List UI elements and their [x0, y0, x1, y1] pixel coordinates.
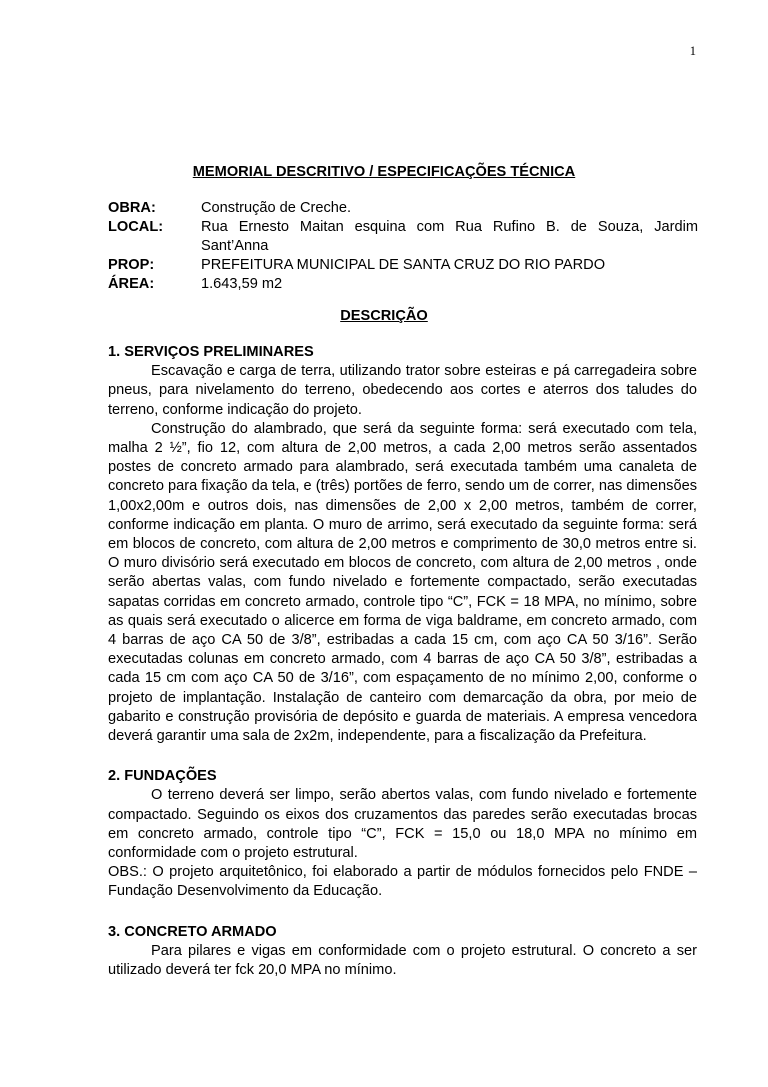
section-title: 2. FUNDAÇÕES: [108, 768, 217, 785]
page-number: 1: [689, 44, 696, 58]
meta-row-prop: [108, 256, 698, 275]
section-title: 1. SERVIÇOS PRELIMINARES: [108, 344, 314, 360]
meta-value: PREFEITURA MUNICIPAL DE SANTA CRUZ DO RIO PARDO: [201, 257, 606, 273]
section-concreto-armado: [108, 923, 697, 981]
meta-value: Construção de Creche.: [201, 200, 352, 216]
meta-label: OBRA:: [108, 200, 156, 216]
meta-label: LOCAL:: [108, 219, 164, 235]
document-body: [108, 343, 697, 1001]
document-title: MEMORIAL DESCRITIVO / ESPECIFICAÇÕES TÉCNICA: [192, 164, 576, 180]
meta-value: Rua Ernesto Maitan esquina com Rua Rufino B. de Souza, Jardim Sant’Anna: [201, 219, 698, 254]
section-title: 3. CONCRETO ARMADO: [108, 923, 277, 940]
paragraph: OBS.: O projeto arquitetônico, foi elaborado a partir de módulos fornecidos pelo FNDE – Fundação Desenvolvimento da Educação.: [108, 864, 697, 900]
paragraph: Escavação e carga de terra, utilizando trator sobre esteiras e pá carregadeira sobre pneus, para nivelamento do terreno, obedecendo aos cortes e aterros dos taludes do terreno, conforme indicação do projeto.: [108, 363, 697, 418]
meta-label: PROP:: [108, 257, 155, 273]
meta-row-local: [108, 218, 698, 256]
section-servicos-preliminares: [108, 343, 697, 746]
paragraph: Construção do alambrado, que será da seguinte forma: será executado com tela, malha 2 ½”, fio 12, com altura de 2,00 metros, a cada 2,00 metros serão assentados postes de concreto armado para alambrado, será executada também uma canaleta de concreto para fixação da tela, e (três) portões de ferro, sendo um de correr, nas dimensões 1,00x2,00m e outros dois, nas dimensões de 2,00 x 2,00 metros, também de correr, conforme indicação em planta. O muro de arrimo, será executado da seguinte forma: será em blocos de concreto, com altura de 2,00 metros e comprimento de 30,0 metros entre si. O muro divisório será executado em blocos de concreto, com altura de 2,00 metros , onde serão abertas valas, com fundo nivelado e fortemente compactado, serão executadas sapatas corridas em concreto armado, controle tipo “C”, FCK = 18 MPA, no mínimo, sobre as quais será executado o alicerce em forma de viga baldrame, em concreto armado, com 4 barras de aço CA 50 de 3/8”, estribadas a cada 15 cm, com aço CA 50 3/16”. Serão executadas colunas em concreto armado, com 4 barras de aço CA 50 3/8”, estribadas a cada 15 cm com aço CA 50 de 3/16”, com espaçamento de no mínimo 2,00, conforme o projeto de implantação. Instalação de canteiro com demarcação da obra, por meio de gabarito e construção provisória de depósito e guarda de materiais. A empresa vencedora deverá garantir uma sala de 2x2m, independente, para a fiscalização da Prefeitura.: [108, 420, 697, 745]
meta-row-obra: [108, 199, 698, 218]
paragraph: O terreno deverá ser limpo, serão abertos valas, com fundo nivelado e fortemente compactado. Seguindo os eixos dos cruzamentos das paredes serão executadas brocas em concreto armado, controle tipo “C”, FCK = 15,0 ou 18,0 MPA no mínimo em conformidade com o projeto estrutural.: [108, 787, 697, 862]
project-info: [108, 199, 698, 294]
meta-row-area: [108, 275, 698, 294]
meta-label: ÁREA:: [108, 276, 155, 292]
meta-value: 1.643,59 m2: [201, 276, 283, 292]
section-heading: DESCRIÇÃO: [340, 308, 428, 324]
section-fundacoes: [108, 767, 697, 901]
paragraph: Para pilares e vigas em conformidade com o projeto estrutural. O concreto a ser utilizado deverá ter fck 20,0 MPA no mínimo.: [108, 942, 697, 979]
